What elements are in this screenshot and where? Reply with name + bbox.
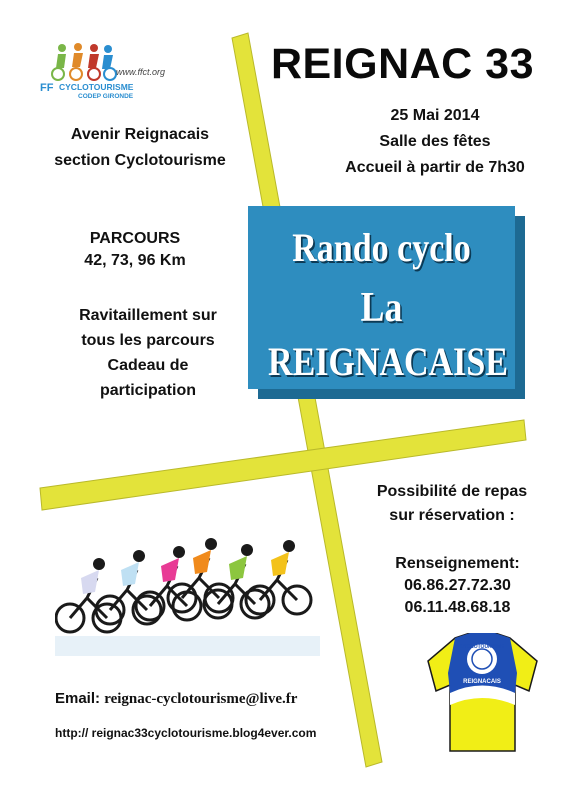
meal-line-1: Possibilité de repas xyxy=(376,483,528,500)
features xyxy=(48,303,248,403)
club-line-1: Avenir Reignacais xyxy=(70,126,210,143)
club-jersey-image xyxy=(425,633,540,753)
contact-label: Renseignement: xyxy=(395,555,520,572)
club-name xyxy=(30,122,250,174)
routes xyxy=(60,228,210,272)
event-date: 25 Mai 2014 xyxy=(390,107,480,124)
logo-ff: FF xyxy=(40,82,54,94)
club-line-2: section Cyclotourisme xyxy=(54,152,226,169)
feature-line-4: participation xyxy=(99,382,196,399)
event-welcome: Accueil à partir de 7h30 xyxy=(345,159,525,176)
contact-info xyxy=(375,553,540,619)
email-address[interactable]: reignac-cyclotourisme@live.fr xyxy=(104,691,298,707)
contact-phone-1: 06.86.27.72.30 xyxy=(404,577,511,594)
banner-line-2: La xyxy=(360,285,403,331)
contact-phone-2: 06.11.48.68.18 xyxy=(404,599,511,616)
feature-line-2: tous les parcours xyxy=(81,332,215,349)
page-title: REIGNAC 33 xyxy=(270,40,535,88)
event-banner xyxy=(248,206,515,389)
ffct-logo xyxy=(40,40,180,106)
website-link[interactable]: http:// reignac33cyclotourisme.blog4ever.com xyxy=(55,726,317,740)
contact-email xyxy=(55,690,297,708)
email-label: Email: xyxy=(55,690,101,707)
feature-line-1: Ravitaillement sur xyxy=(79,307,217,324)
jersey-top-text: CYCLOTOURISME xyxy=(460,644,504,650)
routes-distances: 42, 73, 96 Km xyxy=(84,252,186,269)
cyclists-group xyxy=(56,538,311,632)
banner-line-3: REIGNACAISE xyxy=(268,339,508,384)
feature-line-3: Cadeau de xyxy=(107,357,189,374)
logo-codep: CODEP GIRONDE xyxy=(78,93,134,100)
meal-line-2: sur réservation : xyxy=(389,507,515,524)
cyclists-reflection xyxy=(55,636,320,656)
banner-line-1: Rando cyclo xyxy=(292,225,471,270)
logo-brand: CYCLOTOURISME xyxy=(59,82,134,92)
logo-url: www.ffct.org xyxy=(116,67,166,77)
event-info xyxy=(325,103,545,181)
event-venue: Salle des fêtes xyxy=(379,133,491,150)
cyclists-logo-icon xyxy=(50,40,120,82)
routes-label: PARCOURS xyxy=(89,230,181,247)
meal-info xyxy=(352,480,552,528)
jersey-name: REIGNACAIS xyxy=(463,679,501,685)
cyclists-illustration xyxy=(55,510,320,660)
